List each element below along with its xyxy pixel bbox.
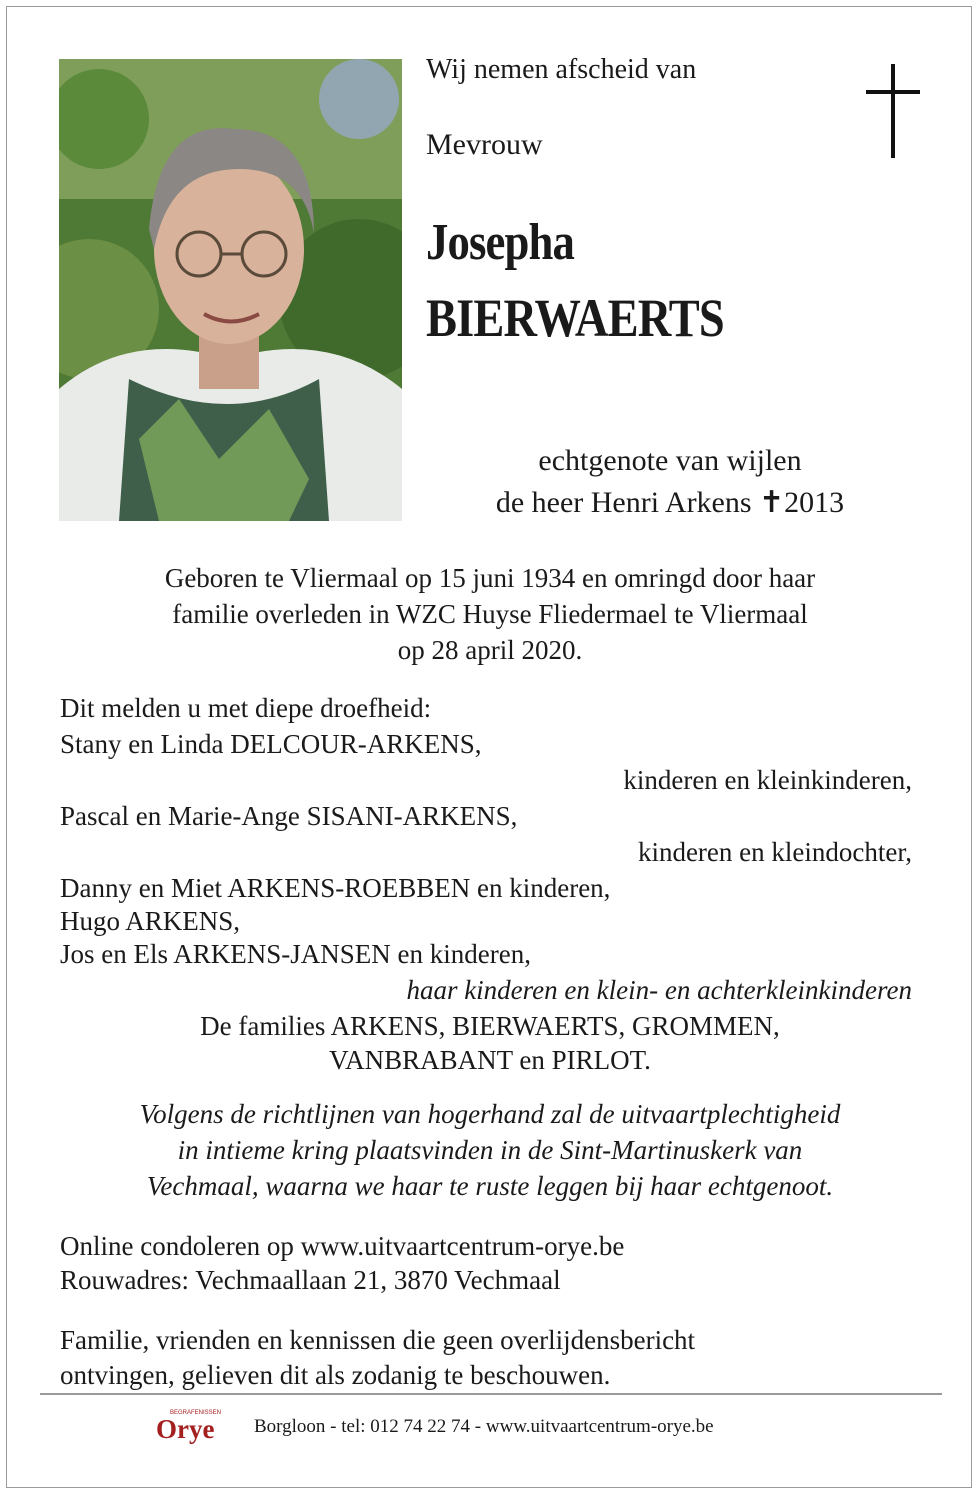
cross-icon	[866, 64, 920, 158]
mourner-line: Pascal en Marie-Ange SISANI-ARKENS,	[60, 801, 518, 831]
closing-line-1: Familie, vrienden en kennissen die geen overlijdensbericht	[60, 1325, 696, 1355]
mourner-line: Stany en Linda DELCOUR-ARKENS,	[60, 729, 482, 759]
footer-rule	[40, 1393, 942, 1395]
mourner-line: kinderen en kleindochter,	[637, 837, 912, 867]
mourner-line: haar kinderen en klein- en achterkleinkinderen	[406, 975, 912, 1005]
mourner-line: Hugo ARKENS,	[60, 906, 241, 936]
intro-text: Wij nemen afscheid van	[426, 54, 697, 85]
birth-line-1: Geboren te Vliermaal op 15 juni 1934 en omringd door haar	[164, 563, 816, 593]
birth-line-2: familie overleden in WZC Huyse Fliedermael te Vliermaal	[172, 599, 808, 629]
funeral-line-1: Volgens de richtlijnen van hogerhand zal de uitvaartplechtigheid	[139, 1099, 841, 1129]
first-name: Josepha	[426, 214, 575, 271]
mourner-line: Jos en Els ARKENS-JANSEN en kinderen,	[60, 939, 531, 969]
birth-line-3: op 28 april 2020.	[397, 635, 583, 665]
online-condolences: Online condoleren op www.uitvaartcentrum-orye.be	[60, 1231, 625, 1261]
families-line-1: De families ARKENS, BIERWAERTS, GROMMEN,	[200, 1011, 780, 1041]
logo-top-text: BEGRAFENISSEN	[170, 1410, 222, 1416]
last-name: BIERWAERTS	[426, 288, 724, 348]
spouse-line-2: de heer Henri Arkens ✝2013	[495, 486, 845, 519]
funeral-line-3: Vechmaal, waarna we haar te ruste leggen bij haar echtgenoot.	[146, 1171, 834, 1201]
mourners-intro: Dit melden u met diepe droefheid:	[60, 693, 432, 723]
funeral-line-2: in intieme kring plaatsvinden in de Sint-Martinuskerk van	[177, 1135, 803, 1165]
mourner-line: kinderen en kleinkinderen,	[623, 765, 912, 795]
address-line: Rouwadres: Vechmaallaan 21, 3870 Vechmaal	[60, 1265, 561, 1295]
portrait-photo	[59, 59, 402, 521]
orye-logo	[154, 1410, 230, 1446]
spouse-line-1: echtgenote van wijlen	[538, 444, 802, 477]
closing-line-2: ontvingen, gelieven dit als zodanig te beschouwen.	[60, 1360, 611, 1390]
mourner-line: Danny en Miet ARKENS-ROEBBEN en kinderen,	[60, 873, 611, 903]
families-line-2: VANBRABANT en PIRLOT.	[329, 1045, 651, 1075]
logo-name: Orye	[156, 1414, 215, 1444]
footer-contact: Borgloon - tel: 012 74 22 74 - www.uitvaartcentrum-orye.be	[254, 1416, 714, 1437]
title-text: Mevrouw	[426, 128, 543, 161]
